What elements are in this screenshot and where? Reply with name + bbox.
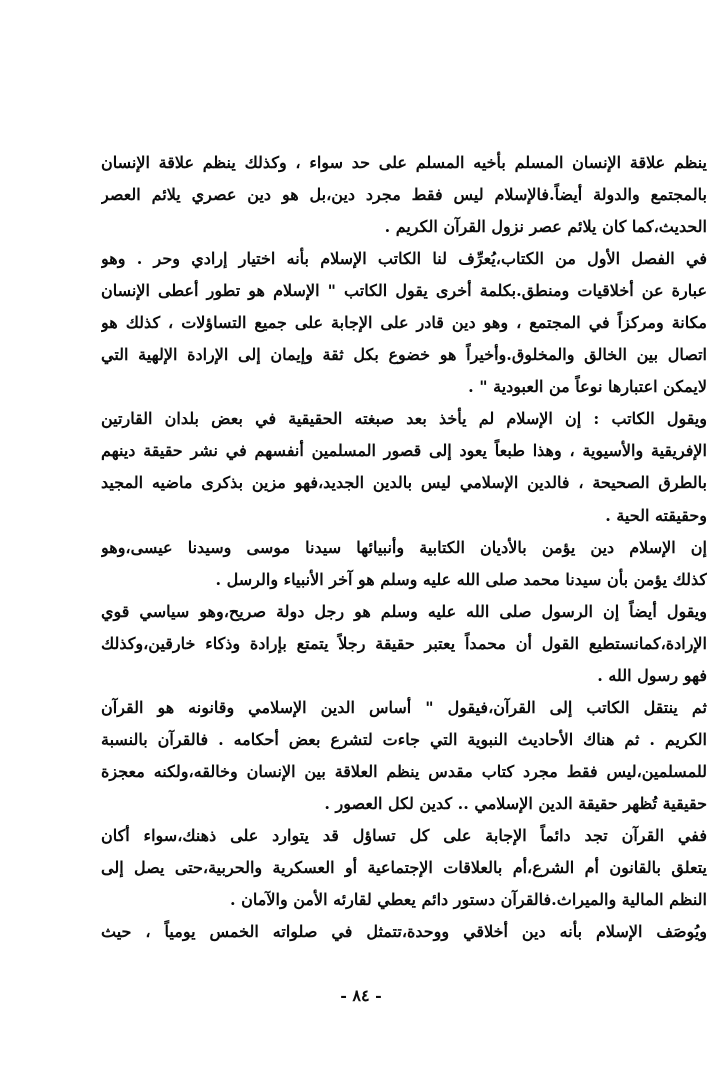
text-line: الإرادة،كمانستطيع القول أن محمداً يعتبر حقيقة رجلاً يتمتع بإرادة وذكاء خارقين،وكذلك (101, 633, 707, 653)
body-text (101, 147, 707, 948)
page-number: - ٨٤ - (340, 986, 382, 1005)
text-line: الكريم . ثم هناك الأحاديث النبوية التي جاءت لتشرع بعض أحكامه . فالقرآن بالنسبة (101, 729, 707, 749)
text-line: كذلك يؤمن بأن سيدنا محمد صلى الله عليه وسلم هو آخر الأنبياء والرسل . (215, 569, 707, 589)
text-line: اتصال بين الخالق والمخلوق.وأخيراً هو خضوع بكل ثقة وإيمان إلى الإرادة الإلهية التي (101, 345, 707, 365)
text-line: النظم المالية والميراث.فالقرآن دستور دائم يعطي لقارئه الأمن والآمان . (230, 890, 707, 910)
text-line: عبارة عن أخلاقيات ومنطق.بكلمة أخرى يقول الكاتب " الإسلام هو تطور أعطى الإنسان (101, 281, 707, 301)
text-line: وحقيقته الحية . (605, 505, 707, 525)
text-line: فهو رسول الله . (597, 665, 707, 685)
text-line: مكانة ومركزاً في المجتمع ، وهو دين قادر على الإجابة على جميع التساؤلات ، كذلك هو (101, 313, 707, 333)
text-line: بالطرق الصحيحة ، فالدين الإسلامي ليس بالدين الجديد،فهو مزين بذكرى ماضيه المجيد (101, 473, 707, 493)
text-line: في الفصل الأول من الكتاب،يُعرِّف لنا الكاتب الإسلام بأنه اختيار إرادي وحر . وهو (101, 249, 707, 269)
text-line: ففي القرآن تجد دائماً الإجابة على كل تساؤل قد يتوارد على ذهنك،سواء أكان (101, 825, 707, 845)
text-line: ثم ينتقل الكاتب إلى القرآن،فيقول " أساس الدين الإسلامي وقانونه هو القرآن (101, 697, 707, 717)
text-line: للمسلمين،ليس فقط مجرد كتاب مقدس ينظم العلاقة بين الإنسان وخالقه،ولكنه معجزة (101, 761, 707, 781)
text-line: ويُوصَف الإسلام بأنه دين أخلاقي ووحدة،تتمثل في صلواته الخمس يومياً ، حيث (101, 922, 707, 942)
text-line: لايمكن اعتبارها نوعاً من العبودية " . (468, 377, 707, 397)
text-line: الإفريقية والأسيوية ، وهذا طبعاً يعود إلى قصور المسلمين أنفسهم في نشر حقيقة دينهم (101, 441, 707, 461)
text-line: حقيقية تُظهر حقيقة الدين الإسلامي .. كدين لكل العصور . (324, 793, 707, 813)
text-line: ويقول الكاتب : إن الإسلام لم يأخذ بعد صبغته الحقيقية في بعض بلدان القارتين (101, 409, 707, 429)
text-line: ويقول أيضاً إن الرسول صلى الله عليه وسلم هو رجل دولة صريح،وهو سياسي قوي (101, 601, 707, 621)
text-line: بالمجتمع والدولة أيضاً.فالإسلام ليس فقط مجرد دين،بل هو دين عصري يلائم العصر (101, 185, 707, 205)
text-line: ينظم علاقة الإنسان المسلم بأخيه المسلم على حد سواء ، وكذلك ينظم علاقة الإنسان (101, 153, 707, 172)
text-line: الحديث،كما كان يلائم عصر نزول القرآن الكريم . (384, 217, 707, 237)
text-line: يتعلق بالقانون أم الشرع،أم بالعلاقات الإجتماعية أو العسكرية والحربية،حتى يصل إلى (101, 858, 707, 878)
text-line: إن الإسلام دين يؤمن بالأديان الكتابية وأنبيائها سيدنا موسى وسيدنا عيسى،وهو (101, 537, 707, 557)
